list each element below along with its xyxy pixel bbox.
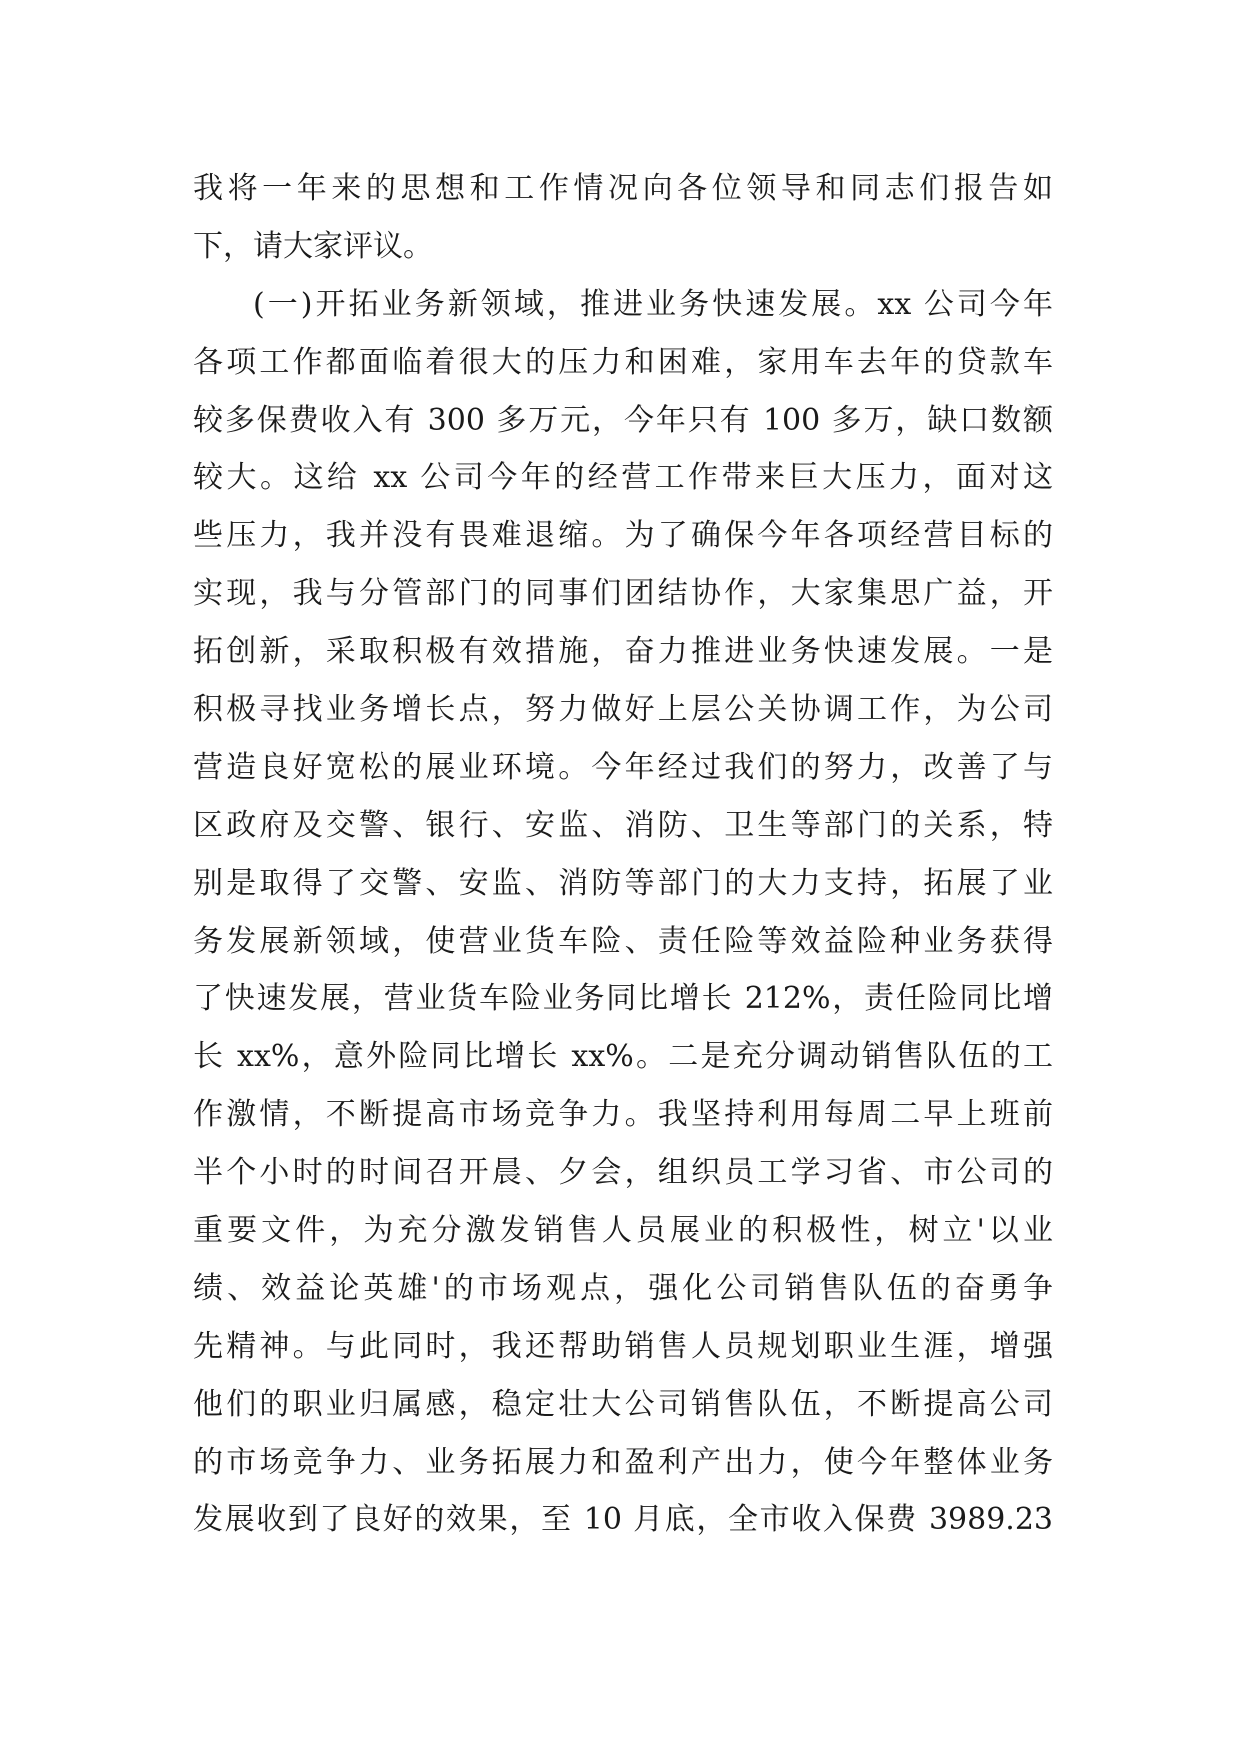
text-line: 积极寻找业务增长点，努力做好上层公关协调工作，为公司 <box>193 692 1053 728</box>
text-line: 重要文件，为充分激发销售人员展业的积极性，树立'以业 <box>193 1213 1053 1249</box>
text-line: 绩、效益论英雄'的市场观点，强化公司销售队伍的奋勇争 <box>193 1270 1053 1306</box>
text-line: 各项工作都面临着很大的压力和困难，家用车去年的贷款车 <box>193 344 1053 380</box>
text-line: 实现，我与分管部门的同事们团结协作，大家集思广益，开 <box>193 576 1053 612</box>
text-line: 先精神。与此同时，我还帮助销售人员规划职业生涯，增强 <box>193 1328 1053 1364</box>
text-line: 了快速发展，营业货车险业务同比增长 212%，责任险同比增 <box>193 981 1053 1017</box>
text-line: 较大。这给 xx 公司今年的经营工作带来巨大压力，面对这 <box>193 460 1053 496</box>
text-line: 他们的职业归属感，稳定壮大公司销售队伍，不断提高公司 <box>193 1386 1053 1422</box>
text-line: 较多保费收入有 300 多万元，今年只有 100 多万，缺口数额 <box>193 402 1053 438</box>
text-line: 发展收到了良好的效果，至 10 月底，全市收入保费 3989.23 <box>193 1502 1053 1538</box>
text-line: 的市场竞争力、业务拓展力和盈利产出力，使今年整体业务 <box>193 1444 1053 1480</box>
paragraph-first-line: (一)开拓业务新领域，推进业务快速发展。xx 公司今年 <box>253 286 1053 322</box>
text-line: 些压力，我并没有畏难退缩。为了确保今年各项经营目标的 <box>193 518 1053 554</box>
text-line: 半个小时的时间召开晨、夕会，组织员工学习省、市公司的 <box>193 1155 1053 1191</box>
text-line: 区政府及交警、银行、安监、消防、卫生等部门的关系，特 <box>193 807 1053 843</box>
text-line: 下，请大家评议。 <box>193 228 433 264</box>
text-line: 务发展新领域，使营业货车险、责任险等效益险种业务获得 <box>193 923 1053 959</box>
text-line: 我将一年来的思想和工作情况向各位领导和同志们报告如 <box>193 171 1053 206</box>
text-line: 别是取得了交警、安监、消防等部门的大力支持，拓展了业 <box>193 865 1053 901</box>
text-line: 拓创新，采取积极有效措施，奋力推进业务快速发展。一是 <box>193 634 1053 670</box>
body-text <box>193 160 1053 1549</box>
text-line: 营造良好宽松的展业环境。今年经过我们的努力，改善了与 <box>193 749 1053 785</box>
text-line: 作激情，不断提高市场竞争力。我坚持利用每周二早上班前 <box>193 1097 1053 1133</box>
text-line: 长 xx%，意外险同比增长 xx%。二是充分调动销售队伍的工 <box>193 1039 1053 1075</box>
